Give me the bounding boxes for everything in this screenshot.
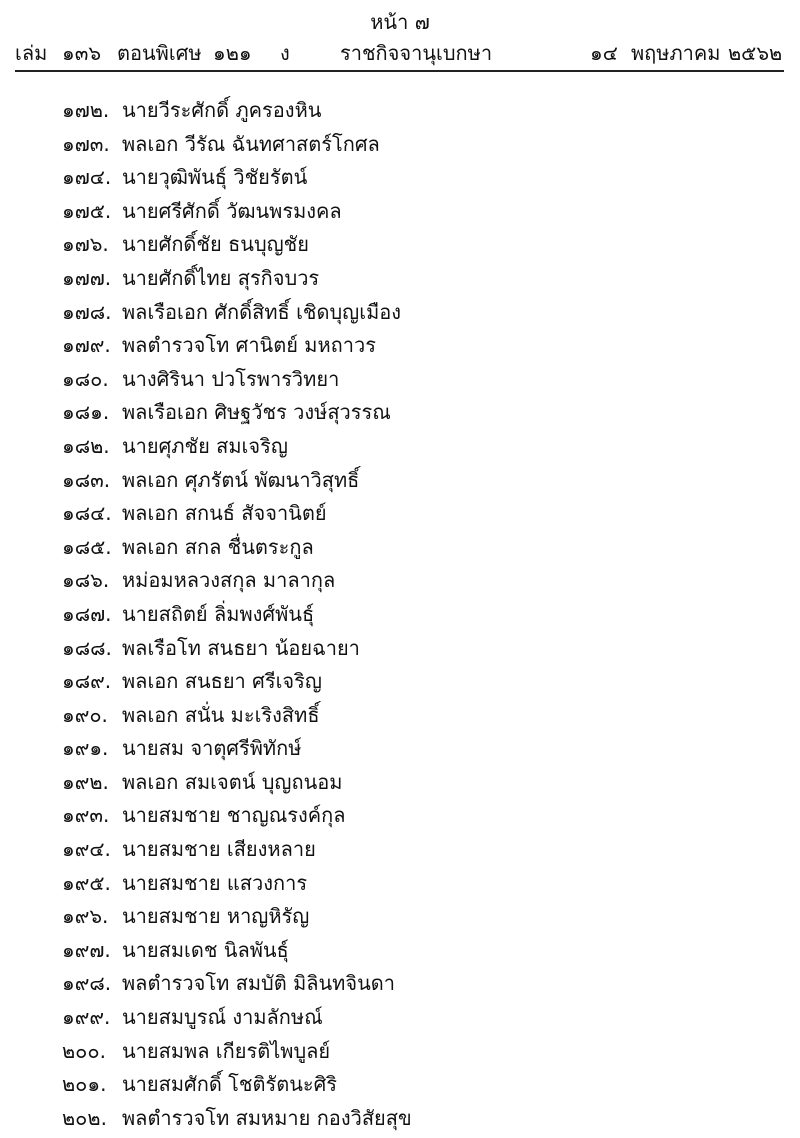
- entry-name: หม่อมหลวงสกุล มาลากุล: [122, 568, 336, 593]
- list-item: [0, 396, 800, 430]
- list-item: [0, 665, 800, 699]
- entry-number: ๑๗๘.: [62, 299, 112, 324]
- entry-name: นายศรีศักดิ์ วัฒนพรมงคล: [122, 198, 342, 223]
- list-item: [0, 94, 800, 128]
- entry-name: พลเรือเอก ศักดิ์สิทธิ์ เชิดบุญเมือง: [122, 299, 402, 324]
- entry-name: นายสมชาย แสวงการ: [122, 870, 308, 895]
- entry-name: นายศักดิ์ไทย สุรกิจบวร: [122, 265, 320, 290]
- entry-name: พลตำรวจโท สมบัติ มิลินทจินดา: [122, 971, 395, 996]
- entry-number: ๑๙๐.: [62, 702, 108, 727]
- entry-name: นายสม จาตุศรีพิทักษ์: [122, 736, 302, 761]
- entry-name: นายวีระศักดิ์ ภูครองหิน: [122, 98, 322, 122]
- entry-number: ๑๗๓.: [62, 131, 110, 156]
- entry-number: ๑๙๓.: [62, 803, 110, 828]
- header-divider: [15, 70, 784, 72]
- entry-number: ๑๗๒.: [62, 98, 110, 122]
- section-label: ตอนพิเศษ: [117, 41, 202, 65]
- entry-number: ๑๗๙.: [62, 333, 111, 358]
- volume-label: เล่ม: [15, 41, 48, 65]
- list-item: [0, 1001, 800, 1035]
- entry-number: ๑๘๑.: [62, 400, 110, 425]
- entry-number: ๑๘๐.: [62, 366, 109, 391]
- entry-number: ๒๐๐.: [62, 1038, 106, 1063]
- entry-name: พลเรือโท สนธยา น้อยฉายา: [122, 635, 360, 660]
- list-item: [0, 195, 800, 229]
- entry-number: ๑๘๓.: [62, 467, 111, 492]
- entry-name: พลเอก สกล ชื่นตระกูล: [122, 534, 314, 559]
- section-suffix: ง: [280, 41, 290, 65]
- list-item: [0, 1102, 800, 1136]
- entry-number: ๑๗๕.: [62, 198, 112, 223]
- list-item: [0, 967, 800, 1001]
- entry-number: ๑๙๒.: [62, 769, 109, 794]
- entry-number: ๑๘๖.: [62, 568, 110, 593]
- entry-number: ๑๘๘.: [62, 635, 112, 660]
- section-number: ๑๒๑: [213, 41, 252, 65]
- list-item: [0, 464, 800, 498]
- list-item: [0, 161, 800, 195]
- list-item: [0, 564, 800, 598]
- list-item: [0, 766, 800, 800]
- entry-number: ๑๙๔.: [62, 837, 111, 862]
- entry-number: ๑๙๙.: [62, 1005, 111, 1030]
- entry-number: ๑๘๗.: [62, 601, 112, 626]
- list-item: [0, 799, 800, 833]
- entry-name: นายสมชาย เสียงหลาย: [122, 837, 316, 862]
- list-item: [0, 363, 800, 397]
- date-day: ๑๔: [590, 41, 618, 65]
- entry-number: ๑๘๕.: [62, 534, 112, 559]
- list-item: [0, 329, 800, 363]
- list-item: [0, 598, 800, 632]
- entry-name: นายศักดิ์ชัย ธนบุญชัย: [122, 232, 309, 257]
- list-item: [0, 531, 800, 565]
- entry-name: พลเอก ศุภรัตน์ พัฒนาวิสุทธิ์: [122, 467, 360, 492]
- entry-name: พลเอก สกนธ์ สัจจานิตย์: [122, 501, 327, 526]
- entry-number: ๑๙๗.: [62, 937, 111, 962]
- entry-name: พลตำรวจโท ศานิตย์ มหถาวร: [122, 333, 376, 358]
- entry-number: ๑๘๔.: [62, 501, 112, 526]
- entry-number: ๑๘๙.: [62, 669, 112, 694]
- list-item: [0, 1068, 800, 1102]
- entry-number: ๑๙๕.: [62, 870, 111, 895]
- entry-name: พลเอก วีรัณ ฉันทศาสตร์โกศล: [122, 131, 380, 156]
- entry-name: นายสมบูรณ์ งามลักษณ์: [122, 1005, 323, 1030]
- entry-number: ๒๐๑.: [62, 1072, 107, 1097]
- entry-name: นายสมศักดิ์ โชติรัตนะศิริ: [122, 1072, 338, 1097]
- entry-name: นายสมพล เกียรติไพบูลย์: [122, 1038, 331, 1063]
- entry-number: ๒๐๒.: [62, 1105, 107, 1130]
- list-item: [0, 867, 800, 901]
- gazette-header: [0, 40, 800, 66]
- name-list: [0, 94, 800, 1135]
- entry-name: พลเอก สนธยา ศรีเจริญ: [122, 669, 322, 694]
- entry-number: ๑๙๑.: [62, 736, 109, 761]
- entry-name: พลเอก สนั่น มะเริงสิทธิ์: [122, 702, 320, 727]
- entry-name: นายสถิตย์ ลิ่มพงศ์พันธุ์: [122, 601, 315, 626]
- date-month: พฤษภาคม: [631, 41, 721, 65]
- entry-number: ๑๙๘.: [62, 971, 112, 996]
- list-item: [0, 296, 800, 330]
- list-item: [0, 1035, 800, 1069]
- entry-name: นายวุฒิพันธุ์ วิชัยรัตน์: [122, 165, 308, 190]
- list-item: [0, 632, 800, 666]
- list-item: [0, 900, 800, 934]
- list-item: [0, 699, 800, 733]
- entry-name: พลเอก สมเจตน์ บุญถนอม: [122, 769, 343, 794]
- list-item: [0, 934, 800, 968]
- list-item: [0, 228, 800, 262]
- publication-title: ราชกิจจานุเบกษา: [340, 41, 493, 65]
- entry-name: นายสมชาย ชาญณรงค์กุล: [122, 803, 346, 828]
- entry-number: ๑๗๖.: [62, 232, 109, 257]
- list-item: [0, 732, 800, 766]
- list-item: [0, 262, 800, 296]
- date-year: ๒๕๖๒: [728, 41, 783, 65]
- page-number: หน้า ๗: [370, 10, 430, 34]
- entry-number: ๑๘๒.: [62, 433, 110, 458]
- list-item: [0, 833, 800, 867]
- entry-name: นายสมชาย หาญหิรัญ: [122, 904, 310, 929]
- entry-name: พลเรือเอก ศิษฐวัชร วงษ์สุวรรณ: [122, 400, 391, 425]
- volume-number: ๑๓๖: [62, 41, 102, 65]
- list-item: [0, 497, 800, 531]
- list-item: [0, 128, 800, 162]
- entry-number: ๑๙๖.: [62, 904, 109, 929]
- entry-number: ๑๗๔.: [62, 165, 112, 190]
- entry-name: นางศิรินา ปวโรพารวิทยา: [122, 366, 340, 391]
- entry-number: ๑๗๗.: [62, 265, 112, 290]
- entry-name: นายสมเดช นิลพันธุ์: [122, 937, 289, 962]
- entry-name: นายศุภชัย สมเจริญ: [122, 433, 288, 458]
- list-item: [0, 430, 800, 464]
- entry-name: พลตำรวจโท สมหมาย กองวิสัยสุข: [122, 1105, 412, 1130]
